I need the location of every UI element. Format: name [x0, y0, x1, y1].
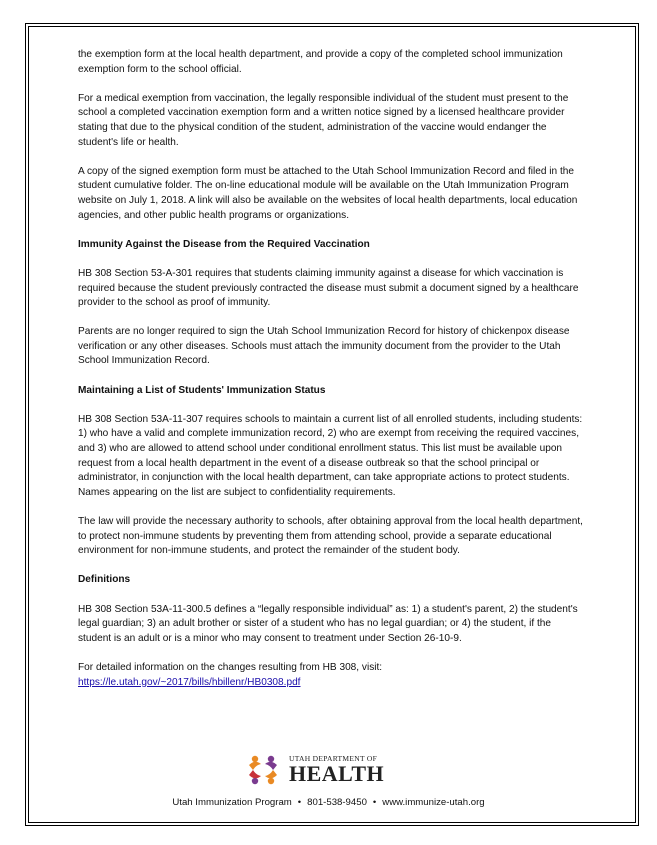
people-circle-logo-icon [243, 753, 283, 787]
paragraph-definitions: HB 308 Section 53A-11-300.5 defines a “legally responsible individual” as: 1) a student's parent, 2) the student's legal guardian; 3) an adult brother or sister of a student who has no legal guardian; or 4) the student, if the student is an adult or is a minor who may consent to treatment under Section 26-10-9. [78, 603, 578, 644]
footer-program: Utah Immunization Program [172, 797, 292, 808]
paragraph-hb308-list: HB 308 Section 53A-11-307 requires schools to maintain a current list of all enrolled students, including students: 1) who have a valid and complete immunization record, 2) who are exempt from receiving the required vaccines, and 3) who are allowed to attend school under conditional enrollment status. This list must be available upon request from a local health department in the event of a disease outbreak so that the school principal or administrator, in conjunction with the local health department, can take appropriate actions to protect students. Names appearing on the list are subject to confidentiality requirements. [78, 413, 583, 498]
document-body [78, 48, 583, 690]
paragraph-more-info [78, 661, 583, 690]
heading-immunity: Immunity Against the Disease from the Required Vaccination [78, 238, 370, 250]
logo-wordmark [289, 755, 384, 786]
footer-separator: • [372, 797, 377, 808]
logo-line-department: UTAH DEPARTMENT OF [289, 753, 378, 763]
paragraph-parents-no-longer: Parents are no longer required to sign the Utah School Immunization Record for history of chickenpox disease verification or any other diseases. Schools must attach the immunity document from the provider to the Utah School Immunization Record. [78, 326, 570, 367]
footer-website: www.immunize-utah.org [382, 797, 485, 808]
hb308-link[interactable]: https://le.utah.gov/~2017/bills/hbillenr/HB0308.pdf [78, 676, 301, 688]
paragraph-hb308-immunity: HB 308 Section 53-A-301 requires that students claiming immunity against a disease for which vaccination is required because the student previously contracted the disease must submit a document signed by a healthcare provider to the school as proof of immunity. [78, 267, 579, 309]
paragraph-exemption-form-copy: the exemption form at the local health department, and provide a copy of the completed school immunization exemption form to the school official. [78, 49, 563, 75]
heading-definitions: Definitions [78, 574, 131, 586]
footer-phone: 801-538-9450 [307, 797, 367, 808]
paragraph-law-authority: The law will provide the necessary authority to schools, after obtaining approval from the local health department, to protect non-immune students by preventing them from attending school, provide a separate educational environment for non-immune students, and protect the remainder of the student body. [78, 516, 583, 557]
paragraph-signed-exemption-form: A copy of the signed exemption form must be attached to the Utah School Immunization Record and filed in the student cumulative folder. The on-line educational module will be available on the Utah Immunization Program website on July 1, 2018. A link will also be available on the websites of local health departments, local education agencies, and other public health programs or organizations. [78, 165, 578, 221]
footer-separator: • [297, 797, 302, 808]
logo-line-health: HEALTH [289, 761, 385, 787]
more-info-text: For detailed information on the changes resulting from HB 308, visit: [78, 661, 383, 673]
paragraph-medical-exemption: For a medical exemption from vaccination, the legally responsible individual of the student must present to the school a completed vaccination exemption form and a written notice signed by a licensed healthcare provider stating that due to the physical condition of the student, administration of the vaccine would endanger the student's life or health. [78, 92, 569, 148]
page-footer [0, 797, 657, 808]
utah-health-logo [243, 753, 384, 787]
heading-maintaining-list: Maintaining a List of Students' Immunization Status [78, 384, 326, 396]
